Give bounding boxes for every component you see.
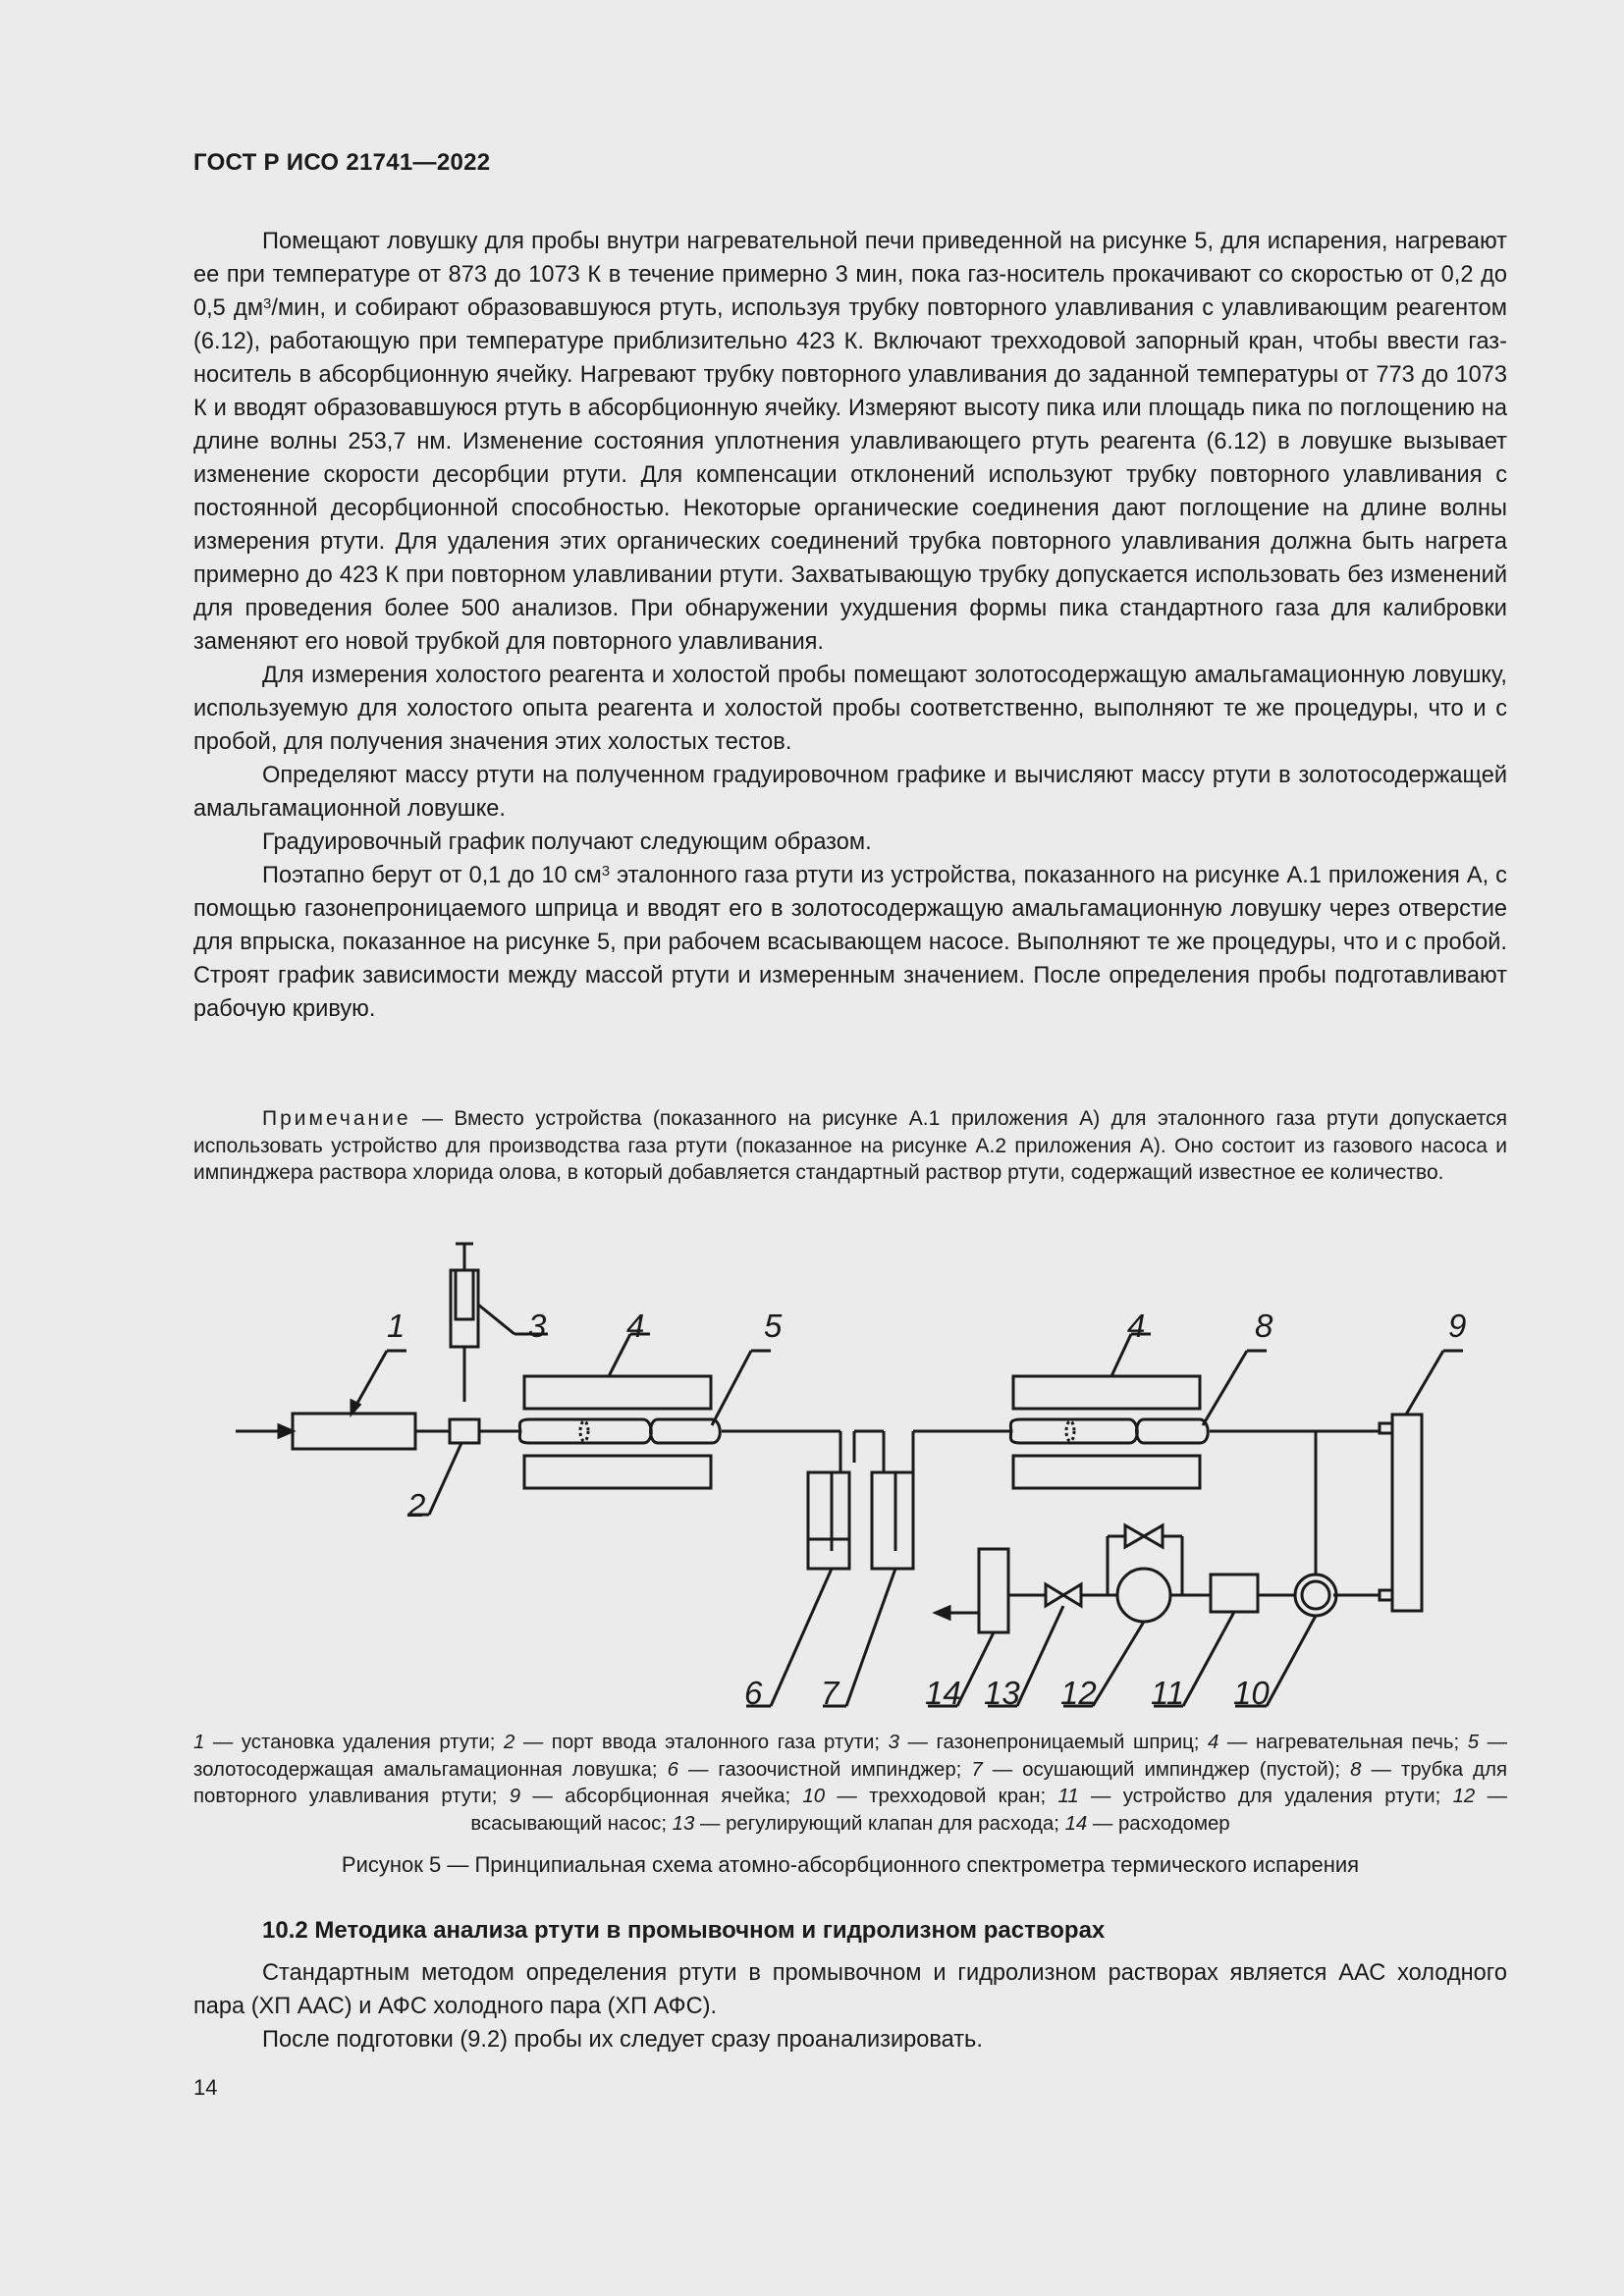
legend-item-number: 14 xyxy=(1064,1812,1088,1835)
legend-item-text: — газоочистной импинджер; xyxy=(677,1758,972,1781)
label-3: 3 xyxy=(528,1308,547,1344)
section-text xyxy=(193,1956,1507,2056)
legend-item-text: — регулирующий клапан для расхода; xyxy=(694,1812,1065,1835)
absorption-cell-inlet xyxy=(1380,1423,1392,1433)
note-label: Примечание xyxy=(262,1107,411,1130)
legend-item-number: 8 xyxy=(1350,1758,1362,1781)
paragraph-1 xyxy=(193,225,1507,659)
superscript: 3 xyxy=(601,863,611,880)
paragraph-3: Определяют массу ртути на полученном градуировочном графике и вычисляют массу ртути в золотосодержащей амальгамационной ловушке. xyxy=(193,763,1507,822)
legend-item-text: — устройство для удаления ртути; xyxy=(1078,1786,1453,1807)
legend-item-number: 3 xyxy=(888,1732,899,1753)
bypass-valve-right xyxy=(1144,1525,1163,1547)
legend-item-text: — всасывающий насос; xyxy=(470,1786,1507,1835)
legend-item-number: 12 xyxy=(1452,1786,1476,1807)
legend-item-text: — установка удаления ртути; xyxy=(204,1732,504,1753)
label-7: 7 xyxy=(821,1675,839,1711)
label-8: 8 xyxy=(1255,1308,1273,1344)
furnace-2-top xyxy=(1013,1376,1200,1409)
schematic-diagram xyxy=(0,1227,1624,1718)
label-5: 5 xyxy=(764,1308,783,1344)
legend-item-text: — золотосодержащая амальгамационная ловушка; xyxy=(193,1732,1508,1781)
label-10: 10 xyxy=(1233,1675,1270,1711)
legend-item-number: 11 xyxy=(1057,1786,1079,1807)
document-header: ГОСТ Р ИСО 21741—2022 xyxy=(193,149,491,176)
label-13: 13 xyxy=(984,1675,1020,1711)
legend-item-text: — осушающий импинджер (пустой); xyxy=(982,1758,1351,1781)
section-paragraph-1: Стандартным методом определения ртути в промывочном и гидролизном растворах является ААС холодного пара (ХП ААС) и АФС холодного пара (ХП АФС). xyxy=(193,1960,1507,2019)
mercury-removal-unit xyxy=(293,1414,415,1449)
legend-item-text: — абсорбционная ячейка; xyxy=(520,1786,803,1807)
label-14: 14 xyxy=(925,1675,961,1711)
label-2: 2 xyxy=(407,1487,426,1523)
legend-item-number: 7 xyxy=(971,1758,983,1781)
superscript: 3 xyxy=(263,295,272,312)
paragraph-5-part-b: эталонного газа ртути из устройства, показанного на рисунке А.1 приложения А, с помощью газонепроницаемого шприца и вводят его в золотосодержащую амальгамационную ловушку через отверстие для впрыска, показанное на рисунке 5, при рабочем всасывающем насосе. Выполняют те же процедуры, что и с пробой. Строят график зависимости между массой ртути и измеренным значением. После определения пробы подготавливают рабочую кривую. xyxy=(193,863,1507,1022)
label-4a: 4 xyxy=(626,1308,645,1344)
absorption-cell-outlet xyxy=(1380,1590,1392,1600)
drying-impinger xyxy=(872,1472,913,1569)
inlet-arrowhead xyxy=(279,1425,293,1437)
legend-item-text: — газонепроницаемый шприц; xyxy=(898,1732,1209,1753)
outlet-arrowhead xyxy=(936,1607,949,1619)
legend-item-number: 9 xyxy=(509,1786,521,1807)
legend-item-text: — трехходовой кран; xyxy=(825,1786,1058,1807)
note-text: — Вместо устройства (показанного на рисунке А.1 приложения А) для эталонного газа ртути допускается использовать устройство для производства газа ртути (показанное на рисунке А.2 приложения А). Оно состоит из газового насоса и импинджера раствора хлорида олова, в который добавляется стандартный раствор ртути, содержащий известное ее количество. xyxy=(193,1107,1507,1184)
legend-item-text: — порт ввода эталонного газа ртути; xyxy=(514,1732,889,1753)
suction-pump xyxy=(1117,1569,1170,1622)
label-12: 12 xyxy=(1060,1675,1097,1711)
mercury-removal-device xyxy=(1211,1575,1258,1612)
legend-item-number: 10 xyxy=(802,1786,826,1807)
legend-item-number: 5 xyxy=(1467,1732,1480,1753)
gas-cleaning-impinger xyxy=(808,1472,849,1569)
note xyxy=(193,1105,1507,1187)
legend-item-text: — трубка для повторного улавливания ртути; xyxy=(193,1758,1508,1807)
page-number: 14 xyxy=(193,2075,218,2100)
label-1: 1 xyxy=(387,1308,406,1344)
legend-item-number: 2 xyxy=(503,1732,515,1753)
recollection-tube-2 xyxy=(1137,1419,1209,1443)
legend-item-number: 4 xyxy=(1208,1732,1219,1753)
gold-trap-tube-2 xyxy=(651,1419,721,1443)
legend-item-number: 6 xyxy=(667,1758,678,1781)
label-4b: 4 xyxy=(1127,1308,1146,1344)
paragraph-4: Градуировочный график получают следующим образом. xyxy=(262,829,872,855)
furnace-2-bottom xyxy=(1013,1456,1200,1488)
legend-item-number: 13 xyxy=(672,1812,695,1835)
section-title: 10.2 Методика анализа ртути в промывочном и гидролизном растворах xyxy=(262,1917,1106,1944)
legend-item-text: — расходомер xyxy=(1087,1812,1230,1835)
paragraph-5-part-a: Поэтапно берут от 0,1 до 10 см xyxy=(262,863,602,888)
figure-labels xyxy=(387,1308,1466,1711)
paragraph-2: Для измерения холостого реагента и холостой пробы помещают золотосодержащую амальгамационную ловушку, используемую для холостого опыта реагента и холостой пробы соответственно, выполняют те же процедуры, что и с пробой, для получения значения этих холостых тестов. xyxy=(193,663,1507,755)
paragraph-1-part-b: /мин, и собирают образовавшуюся ртуть, используя трубку повторного улавливания с улавливающим реагентом (6.12), работающую при температуре приблизительно 423 К. Включают трехходовой запорный кран, чтобы ввести газ-носитель в абсорбционную ячейку. Нагревают трубку повторного улавливания до заданной температуры от 773 до 1073 К и вводят образовавшуюся ртуть в абсорбционную ячейку. Измеряют высоту пика или площадь пика по поглощению на длине волны 253,7 нм. Изменение состояния уплотнения улавливающего ртуть реагента (6.12) в ловушке вызывает изменение скорости десорбции ртути. Для компенсации отклонений используют трубку повторного улавливания с постоянной десорбционной способностью. Некоторые органические соединения дают поглощение на длине волны измерения ртути. Для удаления этих органических соединений трубка повторного улавливания должна быть нагрета примерно до 423 К при повторном улавливании ртути. Захватывающую трубку допускается использовать без изменений для проведения более 500 анализов. При обнаружении ухудшения формы пика стандартного газа для калибровки заменяют его новой трубкой для повторного улавливания. xyxy=(193,295,1508,655)
figure-5-schematic xyxy=(0,1227,1624,1718)
absorption-cell xyxy=(1392,1415,1422,1611)
label-9: 9 xyxy=(1448,1308,1467,1344)
legend-item-text: — нагревательная печь; xyxy=(1218,1732,1468,1753)
figure-caption: Рисунок 5 — Принципиальная схема атомно-абсорбционного спектрометра термического испарения xyxy=(341,1852,1360,1877)
furnace-1-bottom xyxy=(524,1456,711,1488)
paragraph-5 xyxy=(193,859,1507,1026)
flowmeter xyxy=(979,1549,1008,1632)
legend-item-number: 1 xyxy=(193,1732,205,1753)
figure-legend xyxy=(193,1730,1507,1838)
section-paragraph-2: После подготовки (9.2) пробы их следует сразу проанализировать. xyxy=(262,2027,983,2053)
furnace-1-top xyxy=(524,1376,711,1409)
regulating-valve-right xyxy=(1063,1584,1081,1606)
paragraph-1-part-a: Помещают ловушку для пробы внутри нагревательной печи приведенной на рисунке 5, для испарения, нагревают ее при температуре от 873 до 1073 К в течение примерно 3 мин, пока газ-носитель прокачивают со скоростью от 0,2 до 0,5 дм xyxy=(193,229,1507,321)
label-11: 11 xyxy=(1151,1675,1185,1711)
injection-port xyxy=(450,1419,479,1443)
label-6: 6 xyxy=(744,1675,763,1711)
syringe-plunger xyxy=(456,1270,473,1319)
main-text xyxy=(193,225,1507,1026)
